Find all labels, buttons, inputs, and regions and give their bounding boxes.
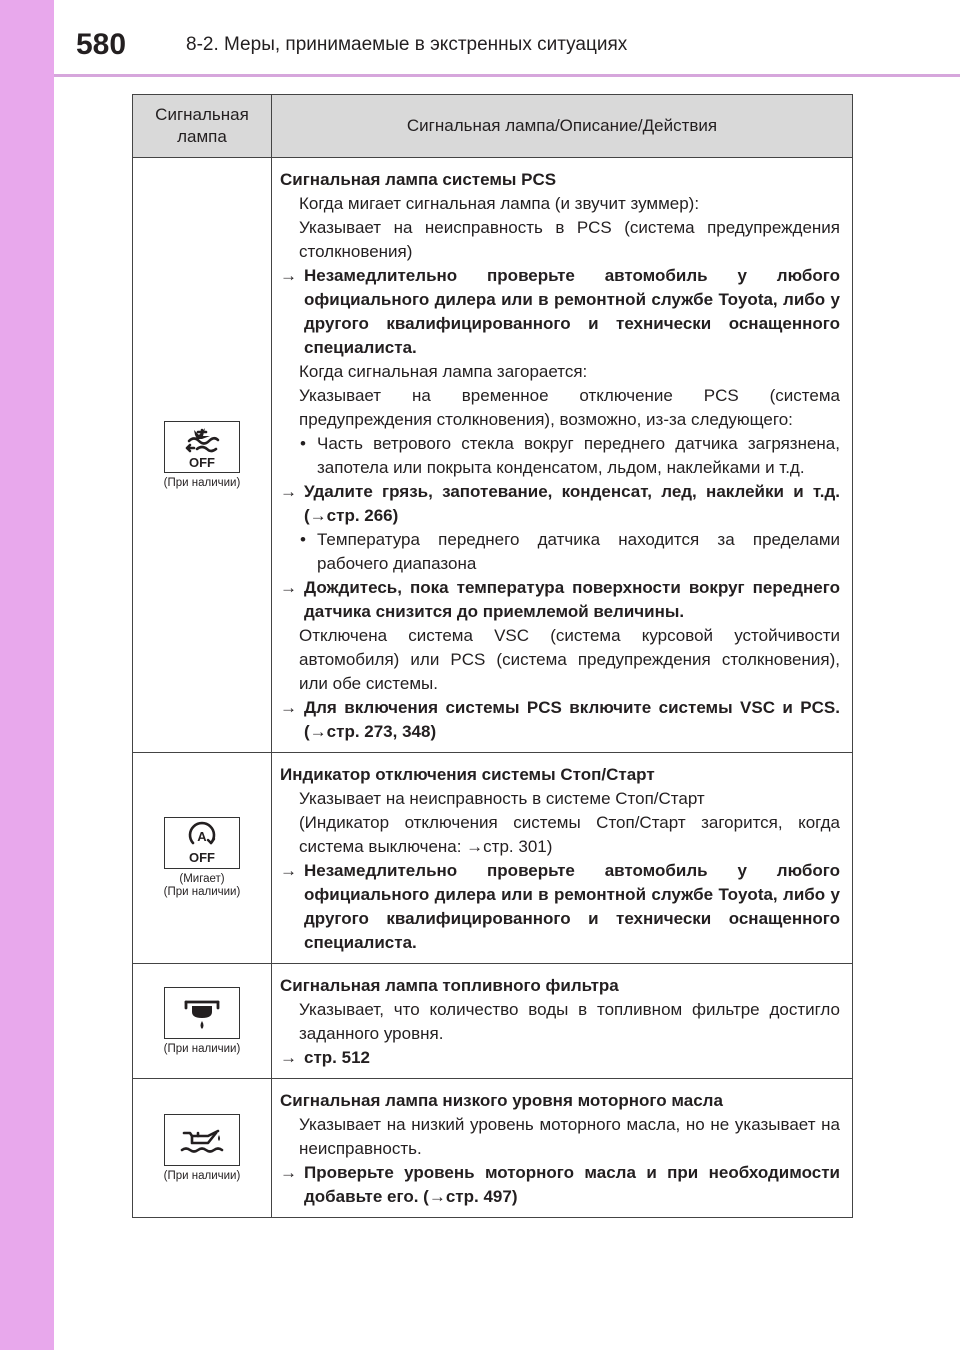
svg-text:A: A [197,829,207,844]
table-header-row [133,95,853,158]
action-text: → Незамедлительно проверьте автомобиль у любого официального дилера или в ремонтной службе Toyota, либо у другого квалифицированного и технически оснащенного специалиста. [280,266,840,357]
item-text: Отключена система VSC (система курсовой устойчивости автомобиля) или PCS (система предупреждения столкновения), или обе системы. [299,626,840,693]
action-text: → Проверьте уровень моторного масла и при необходимости добавьте его. (→стр. 497) [280,1163,840,1206]
arrow-icon: → [280,861,297,880]
action-text: → Для включения системы PCS включите системы VSC и PCS. (→стр. 273, 348) [280,698,840,741]
lamp-cell [133,158,272,753]
lamp-caption: (При наличии) [163,1042,241,1055]
side-color-band [0,0,54,1350]
column-header-description: Сигнальная лампа/Описание/Действия [272,95,853,158]
action-text: → стр. 512 [280,1046,840,1070]
arrow-icon: → [280,1048,297,1067]
page-header [54,0,960,75]
action-text: → Незамедлительно проверьте автомобиль у любого официального дилера или в ремонтной службе Toyota, либо у другого квалифицированного и технически оснащенного специалиста. [280,861,840,952]
lamp-cell [133,753,272,964]
low-oil-level-icon [164,1114,240,1166]
header-rule [54,74,960,77]
item-text: Указывает, что количество воды в топливном фильтре достигло заданного уровня. [299,1000,840,1043]
arrow-icon: → [280,482,297,501]
description-cell [272,964,853,1079]
item-text: Когда сигнальная лампа загорается: [299,362,588,381]
arrow-icon: → [280,578,297,597]
item-text: Указывает на низкий уровень моторного масла, но не указывает на неисправность. [299,1115,840,1158]
svg-text:OFF: OFF [189,454,215,470]
column-header-lamp: Сигнальная лампа [133,95,272,158]
item-title: Сигнальная лампа топливного фильтра [280,976,619,995]
table-row [133,964,853,1079]
item-text: Когда мигает сигнальная лампа (и звучит зуммер): [299,194,700,213]
description-cell [272,753,853,964]
page-number: 580 [76,28,127,61]
arrow-icon: → [280,698,297,717]
arrow-icon: → [280,1163,297,1182]
bullet-item: • Температура переднего датчика находится за пределами рабочего диапазона [300,530,840,573]
item-text: Указывает на временное отключение PCS (система предупреждения столкновения), возможно, из-за следующего: [299,386,840,429]
description-cell [272,158,853,753]
item-text: Указывает на неисправность в системе Стоп/Старт [299,789,705,808]
item-title: Сигнальная лампа низкого уровня моторного масла [280,1091,723,1110]
lamp-cell [133,964,272,1079]
table-row [133,158,853,753]
item-title: Сигнальная лампа системы PCS [280,170,557,189]
lamp-caption-flashing: (Мигает) [179,873,225,885]
bullet-icon: • [300,434,306,453]
section-title: 8-2. Меры, принимаемые в экстренных ситуациях [186,34,628,55]
lamp-caption: (При наличии) [163,1169,241,1182]
lamp-cell [133,1079,272,1218]
action-text: → Удалите грязь, запотевание, конденсат, лед, наклейки и т.д. (→стр. 266) [280,482,840,525]
item-title: Индикатор отключения системы Стоп/Старт [280,765,655,784]
description-cell [272,1079,853,1218]
bullet-item: • Часть ветрового стекла вокруг переднего датчика загрязнена, запотела или покрыта конденсатом, льдом, наклейками и т.д. [300,434,840,477]
table-row [133,753,853,964]
arrow-icon: → [280,266,297,285]
action-text: → Дождитесь, пока температура поверхности вокруг переднего датчика снизится до приемлемой величины. [280,578,840,621]
lamp-caption: (При наличии) [163,476,241,489]
bullet-icon: • [300,530,306,549]
pcs-off-icon [164,421,240,473]
item-text: Указывает на неисправность в PCS (система предупреждения столкновения) [299,218,840,261]
table-row [133,1079,853,1218]
lamp-caption: (При наличии) [163,886,241,898]
item-text: (Индикатор отключения системы Стоп/Старт загорится, когда система выключена: →стр. 301) [299,813,840,856]
fuel-filter-icon [164,987,240,1039]
svg-text:OFF: OFF [189,850,215,865]
stop-start-off-icon [164,817,240,869]
warning-lamp-table [132,94,853,1218]
